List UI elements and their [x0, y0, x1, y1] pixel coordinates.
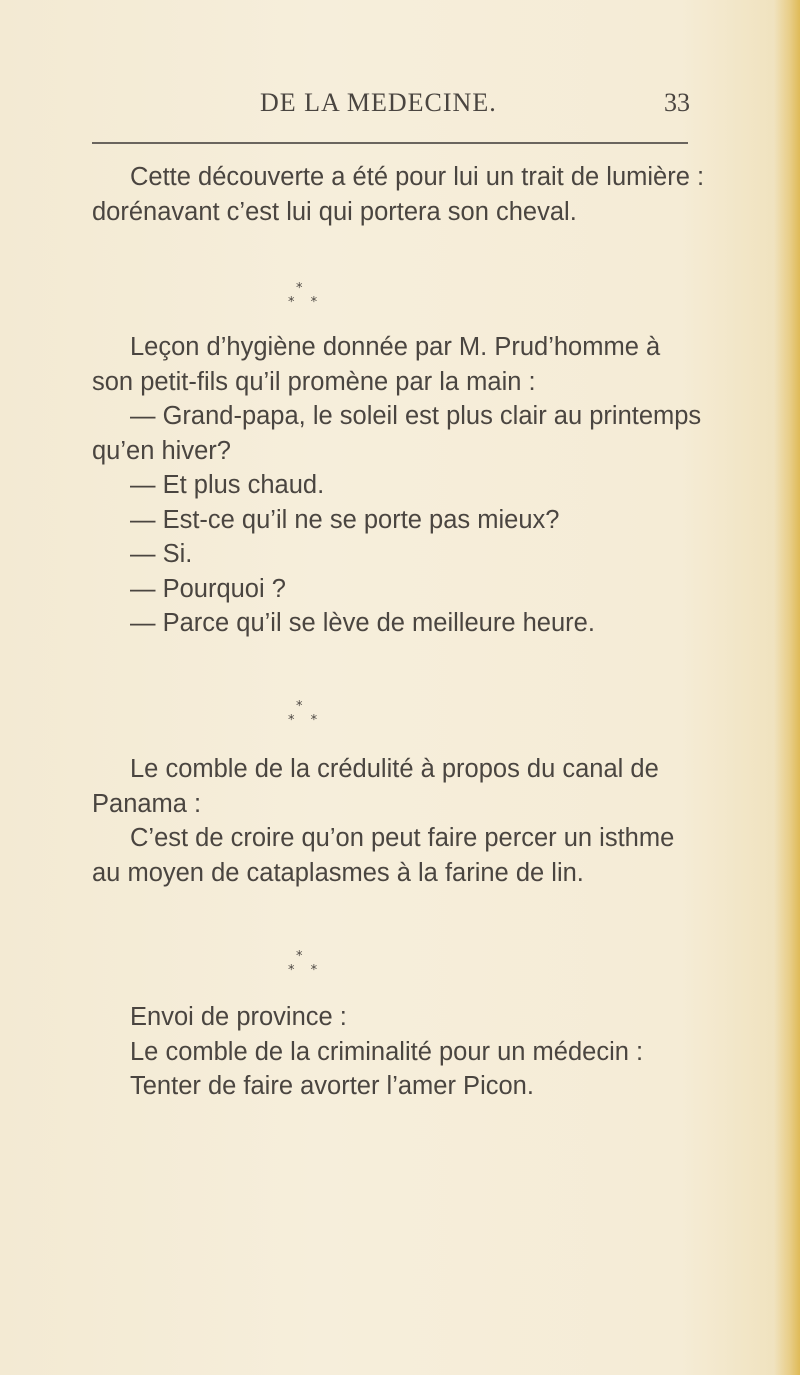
- asterism-bottom: * *: [288, 713, 324, 728]
- dinkus-separator: [92, 282, 692, 310]
- text-line: Le comble de la criminalité pour un médecin :: [130, 1037, 644, 1066]
- text-line: Panama :: [92, 789, 202, 818]
- text-line: — Et plus chaud.: [130, 471, 325, 499]
- text-line: — Si.: [130, 540, 193, 568]
- text-line: Envoi de province :: [130, 1003, 347, 1031]
- text-line: — Pourquoi ?: [130, 574, 286, 603]
- text-line: Tenter de faire avorter l’amer Picon.: [130, 1072, 534, 1100]
- asterism-bottom: * *: [288, 295, 324, 310]
- text-line: dorénavant c’est lui qui portera son cheval.: [92, 197, 577, 226]
- dinkus-separator: [92, 950, 692, 978]
- text-line: — Grand-papa, le soleil est plus clair au printemps: [130, 402, 702, 430]
- dinkus-separator: [92, 700, 692, 728]
- paragraph-2: [92, 330, 701, 641]
- text-line: C’est de croire qu’on peut faire percer un isthme: [130, 824, 675, 852]
- paragraph-4: [92, 1000, 643, 1104]
- text-line: au moyen de cataplasmes à la farine de lin.: [92, 858, 584, 887]
- text-line: qu’en hiver?: [92, 436, 231, 465]
- text-line: — Est-ce qu’il ne se porte pas mieux?: [130, 505, 560, 534]
- paragraph-1: [92, 160, 704, 229]
- text-line: son petit-fils qu’il promène par la main :: [92, 367, 536, 396]
- text-line: Leçon d’hygiène donnée par M. Prud’homme à: [130, 333, 661, 361]
- header-rule: [92, 142, 688, 144]
- page-number: 33: [664, 88, 690, 117]
- text-line: Le comble de la crédulité à propos du canal de: [130, 755, 659, 783]
- text-line: Cette découverte a été pour lui un trait de lumière :: [130, 163, 705, 191]
- page-header: [90, 88, 690, 128]
- asterism-top: *: [296, 281, 303, 296]
- asterism-bottom: * *: [288, 963, 324, 978]
- asterism-top: *: [296, 699, 303, 714]
- text-line: — Parce qu’il se lève de meilleure heure.: [130, 609, 595, 637]
- paragraph-3: [92, 752, 674, 890]
- asterism-top: *: [296, 949, 303, 964]
- page-edge-stain: [774, 0, 800, 1375]
- running-title: DE LA MEDECINE.: [260, 88, 497, 117]
